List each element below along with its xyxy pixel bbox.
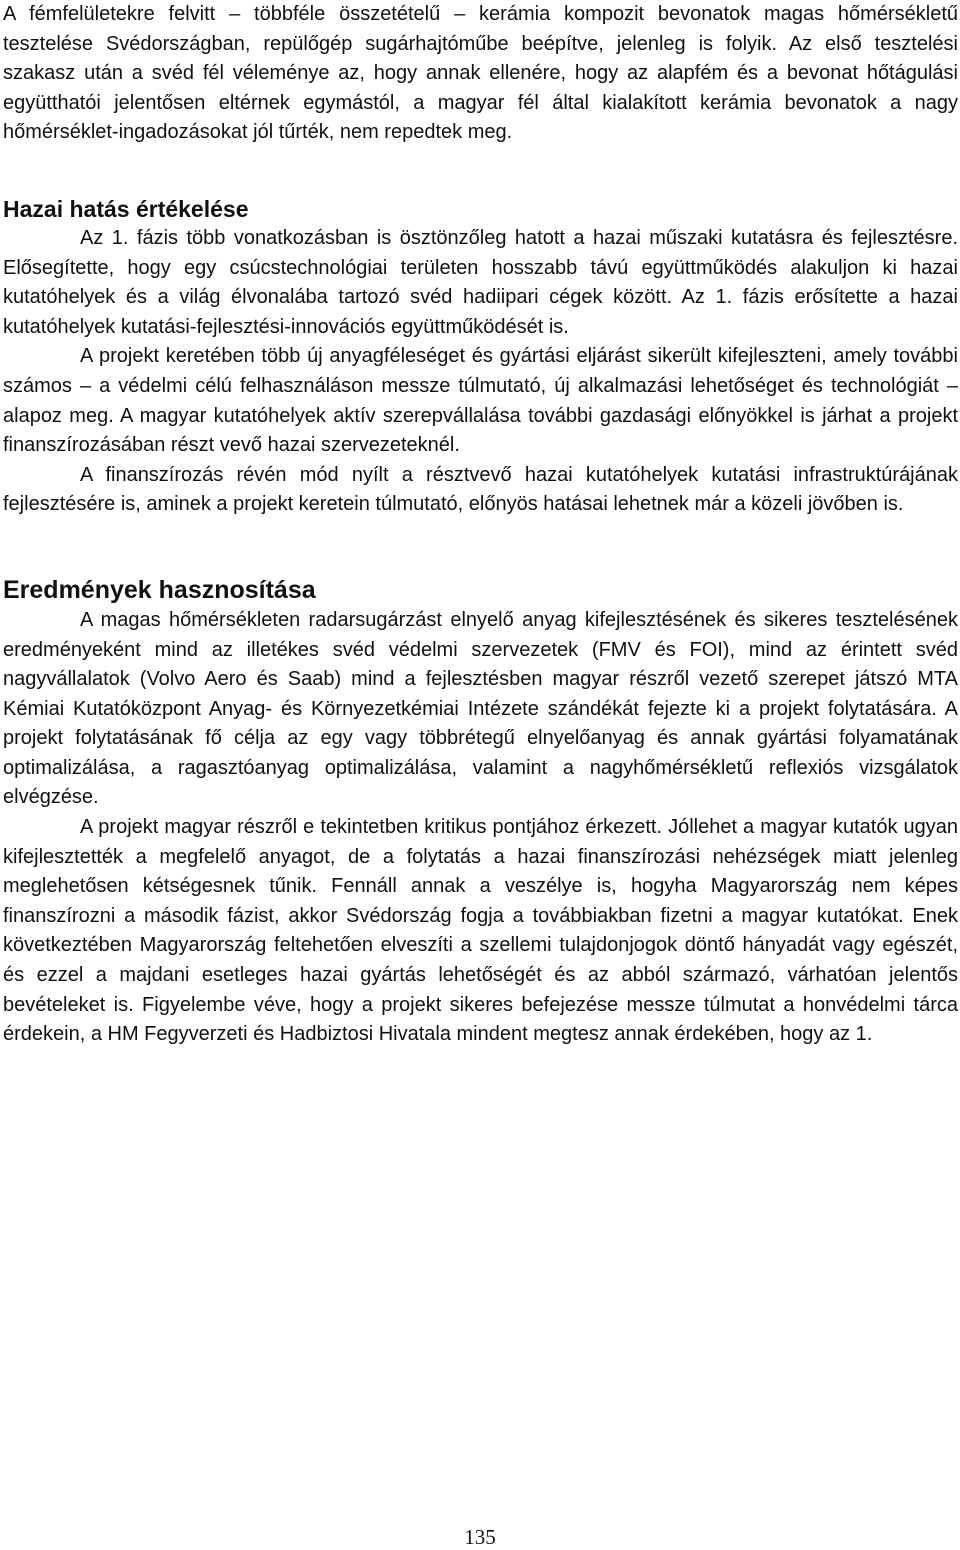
hazai-paragraph-1: Az 1. fázis több vonatkozásban is ösztönzőleg hatott a hazai műszaki kutatásra és fejlesztésre. Elősegítette, hogy egy csúcstechnológiai területen hosszabb távú együttműködés alakuljon ki hazai kutatóhelyek és a világ élvonalába tartozó svéd hadiipari cégek között. Az 1. fázis erősítette a hazai kutatóhelyek kutatási-fejlesztési-innovációs együttműködését is. bbox=[3, 226, 958, 338]
section-heading-eredmenyek: Eredmények hasznosítása bbox=[3, 575, 316, 604]
intro-paragraph: A fémfelületekre felvitt – többféle összetételű – kerámia kompozit bevonatok magas hőmérsékletű tesztelése Svédországban, repülőgép sugárhajtóműbe beépítve, jelenleg is folyik. Az első tesztelési szakasz után a svéd fél véleménye az, hogy annak ellenére, hogy az alapfém és a bevonat hőtágulási együtthatói jelentősen eltérnek egymástól, a magyar fél által kialakított kerámia bevonatok a nagy hőmérséklet-ingadozásokat jól tűrték, nem repedtek meg. bbox=[3, 3, 958, 144]
page-number: 135 bbox=[464, 1525, 496, 1549]
section-heading-hazai-hatas: Hazai hatás értékelése bbox=[3, 195, 249, 222]
eredmenyek-paragraph-2: A projekt magyar részről e tekintetben kritikus pontjához érkezett. Jóllehet a magyar kutatók ugyan kifejlesztették a megfelelő anyagot, de a folytatás a hazai finanszírozási nehézségek miatt jelenleg meglehetősen kétségesnek tűnik. Fennáll annak a veszélye is, hogyha Magyarország nem képes finanszírozni a második fázist, akkor Svédország fogja a továbbiakban fizetni a magyar kutatókat. Enek következtében Magyarország feltehetően elveszíti a szellemi tulajdonjogok döntő hányadát vagy egészét, és ezzel a majdani esetleges hazai gyártás lehetőségét és az abból származó, várhatóan jelentős bevételeket is. Figyelembe véve, hogy a projekt sikeres befejezése messze túlmutat a honvédelmi tárca érdekein, a HM Fegyverzeti és Hadbiztosi Hivatala mindent megtesz annak érdekében, hogy az 1. bbox=[3, 816, 958, 1046]
hazai-paragraph-3: A finanszírozás révén mód nyílt a résztvevő hazai kutatóhelyek kutatási infrastruktúrájának fejlesztésére is, aminek a projekt keretein túlmutató, előnyös hatásai lehetnek már a közeli jövőben is. bbox=[3, 463, 958, 516]
hazai-paragraph-2: A projekt keretében több új anyagféleséget és gyártási eljárást sikerült kifejleszteni, amely további számos – a védelmi célú felhasználáson messze túlmutató, új alkalmazási lehetőséget és technológiát – alapoz meg. A magyar kutatóhelyek aktív szerepvállalása további gazdasági előnyökkel is járhat a projekt finanszírozásában részt vevő hazai szervezeteknél. bbox=[3, 345, 958, 457]
document-page bbox=[3, 0, 958, 1050]
eredmenyek-paragraph-1: A magas hőmérsékleten radarsugárzást elnyelő anyag kifejlesztésének és sikeres tesztelésének eredményeként mind az illetékes svéd védelmi szervezetek (FMV és FOI), mind az érintett svéd nagyvállalatok (Volvo Aero és Saab) mind a fejlesztésben magyar részről vezető szerepet játszó MTA Kémiai Kutatóközpont Anyag- és Környezetkémiai Intézete szándékát fejezte ki a projekt folytatására. A projekt folytatásának fő célja az egy vagy többrétegű elnyelőanyag és annak gyártási folyamatának optimalizálása, a ragasztóanyag optimalizálása, valamint a nagyhőmérsékletű reflexiós vizsgálatok elvégzése. bbox=[3, 608, 958, 809]
